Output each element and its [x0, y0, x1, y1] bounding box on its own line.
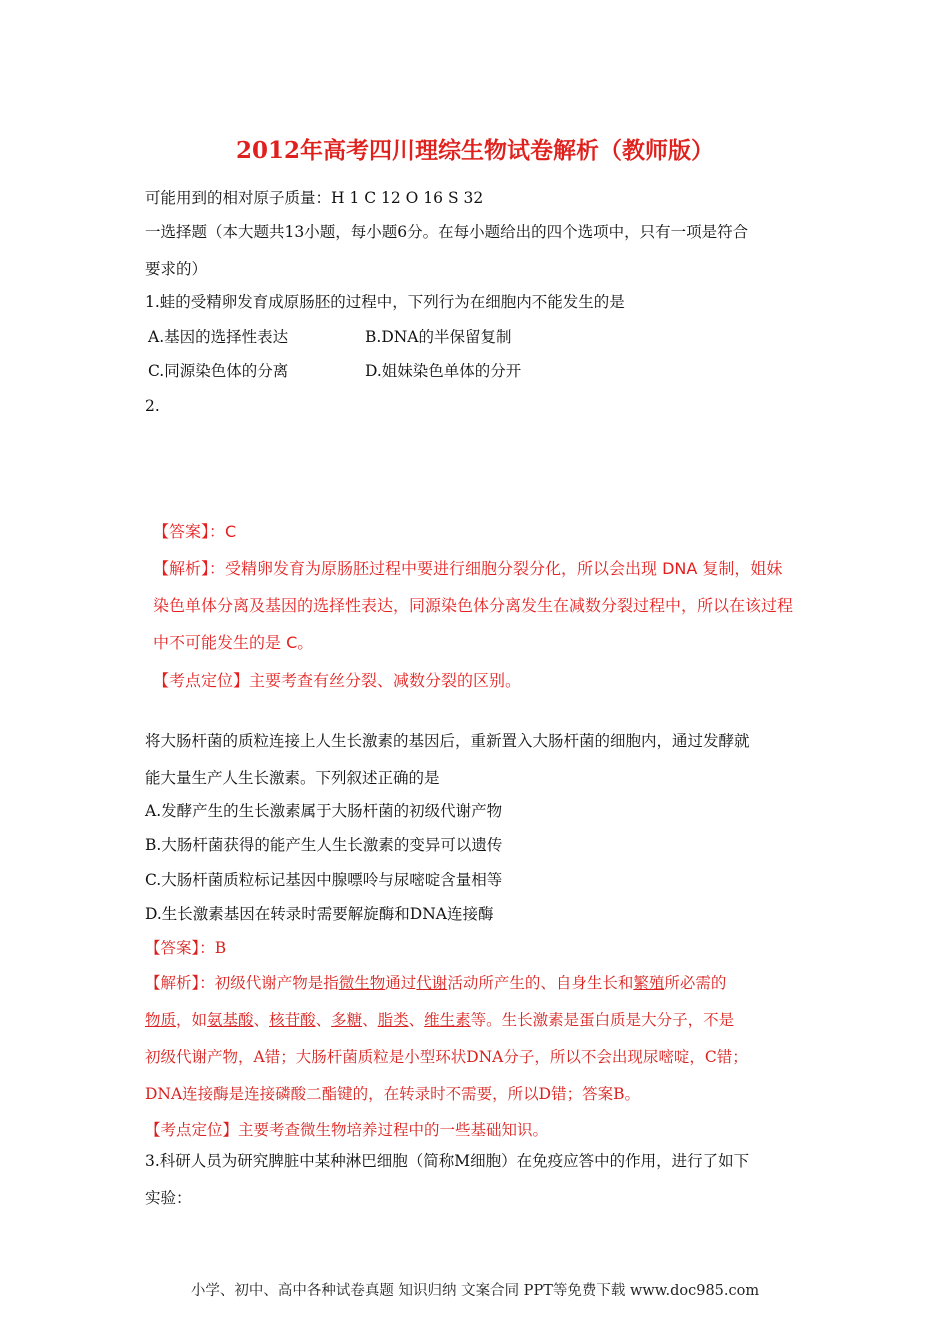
link-term[interactable]: 氨基酸 — [207, 1011, 254, 1029]
q2-analysis-line — [145, 1010, 734, 1030]
section-instructions-cont: 要求的） — [145, 260, 208, 278]
link-term[interactable]: 核苷酸 — [269, 1011, 316, 1029]
document-title: 2012年高考四川理综生物试卷解析（教师版） — [235, 137, 714, 164]
q1-option-c: C.同源染色体的分离 — [148, 362, 289, 380]
text: 活动所产生的、自身生长和 — [447, 974, 634, 992]
q1-option-a: A.基因的选择性表达 — [148, 328, 289, 346]
link-term[interactable]: 代谢 — [416, 974, 448, 992]
q2-stem: 将大肠杆菌的质粒连接上人生长激素的基因后，重新置入大肠杆菌的细胞内，通过发酵就 — [145, 732, 750, 750]
text: 、 — [315, 1011, 332, 1029]
text: 通过 — [385, 974, 417, 992]
q2-option-c: C.大肠杆菌质粒标记基因中腺嘌呤与尿嘧啶含量相等 — [145, 871, 503, 889]
text: 等。生长激素是蛋白质是大分子，不是 — [470, 1011, 735, 1029]
q2-label: 2. — [145, 397, 160, 415]
q2-option-d: D.生长激素基因在转录时需要解旋酶和DNA连接酶 — [145, 905, 494, 923]
q1-stem: 1.蛙的受精卵发育成原肠胚的过程中，下列行为在细胞内不能发生的是 — [145, 293, 625, 311]
q1-analysis-line: 【解析】：受精卵发育为原肠胚过程中要进行细胞分裂分化，所以会出现 DNA 复制，姐妹 — [153, 559, 783, 578]
q2-stem-cont: 能大量生产人生长激素。下列叙述正确的是 — [145, 769, 440, 787]
text: 所必需的 — [664, 974, 727, 992]
q1-point: 【考点定位】主要考查有丝分裂、减数分裂的区别。 — [153, 671, 522, 690]
q2-point: 【考点定位】主要考查微生物培养过程中的一些基础知识。 — [145, 1121, 549, 1139]
q2-analysis-line — [145, 973, 726, 993]
link-term[interactable]: 脂类 — [377, 1011, 409, 1029]
q1-answer: 【答案】：C — [153, 522, 237, 541]
link-term[interactable]: 维生素 — [424, 1011, 471, 1029]
link-term[interactable]: 物质 — [145, 1011, 177, 1029]
q1-analysis-line: 中不可能发生的是 C。 — [153, 633, 314, 652]
atomic-mass-note: 可能用到的相对原子质量：H 1 C 12 O 16 S 32 — [145, 189, 484, 207]
q2-answer: 【答案】：B — [145, 939, 227, 957]
q3-stem: 3.科研人员为研究脾脏中某种淋巴细胞（简称M细胞）在免疫应答中的作用，进行了如下 — [145, 1152, 750, 1170]
link-term[interactable]: 微生物 — [338, 974, 386, 992]
q2-option-b: B.大肠杆菌获得的能产生人生长激素的变异可以遗传 — [145, 836, 503, 854]
text: 【解析】：初级代谢产物是指 — [145, 974, 339, 992]
text: ，如 — [176, 1011, 208, 1029]
q2-analysis-line: DNA连接酶是连接磷酸二酯键的，在转录时不需要，所以D错；答案B。 — [145, 1085, 641, 1103]
q1-option-b: B.DNA的半保留复制 — [365, 328, 512, 346]
text: 、 — [253, 1011, 270, 1029]
q2-analysis-line: 初级代谢产物，A错；大肠杆菌质粒是小型环状DNA分子，所以不会出现尿嘧啶，C错； — [145, 1048, 748, 1066]
q1-analysis-line: 染色单体分离及基因的选择性表达，同源染色体分离发生在减数分裂过程中，所以在该过程 — [153, 596, 794, 615]
text: 、 — [408, 1011, 425, 1029]
link-term[interactable]: 多糖 — [331, 1011, 363, 1029]
link-term[interactable]: 繁殖 — [633, 974, 665, 992]
q3-stem-cont: 实验： — [145, 1189, 192, 1207]
section-instructions: 一选择题（本大题共13小题，每小题6分。在每小题给出的四个选项中，只有一项是符合 — [145, 223, 749, 241]
text: 、 — [362, 1011, 378, 1029]
q2-option-a: A.发酵产生的生长激素属于大肠杆菌的初级代谢产物 — [145, 802, 503, 820]
footer-note: 小学、初中、高中各种试卷真题 知识归纳 文案合同 PPT等免费下载 www.doc985.com — [190, 1283, 760, 1299]
q1-option-d: D.姐妹染色单体的分开 — [365, 362, 522, 380]
